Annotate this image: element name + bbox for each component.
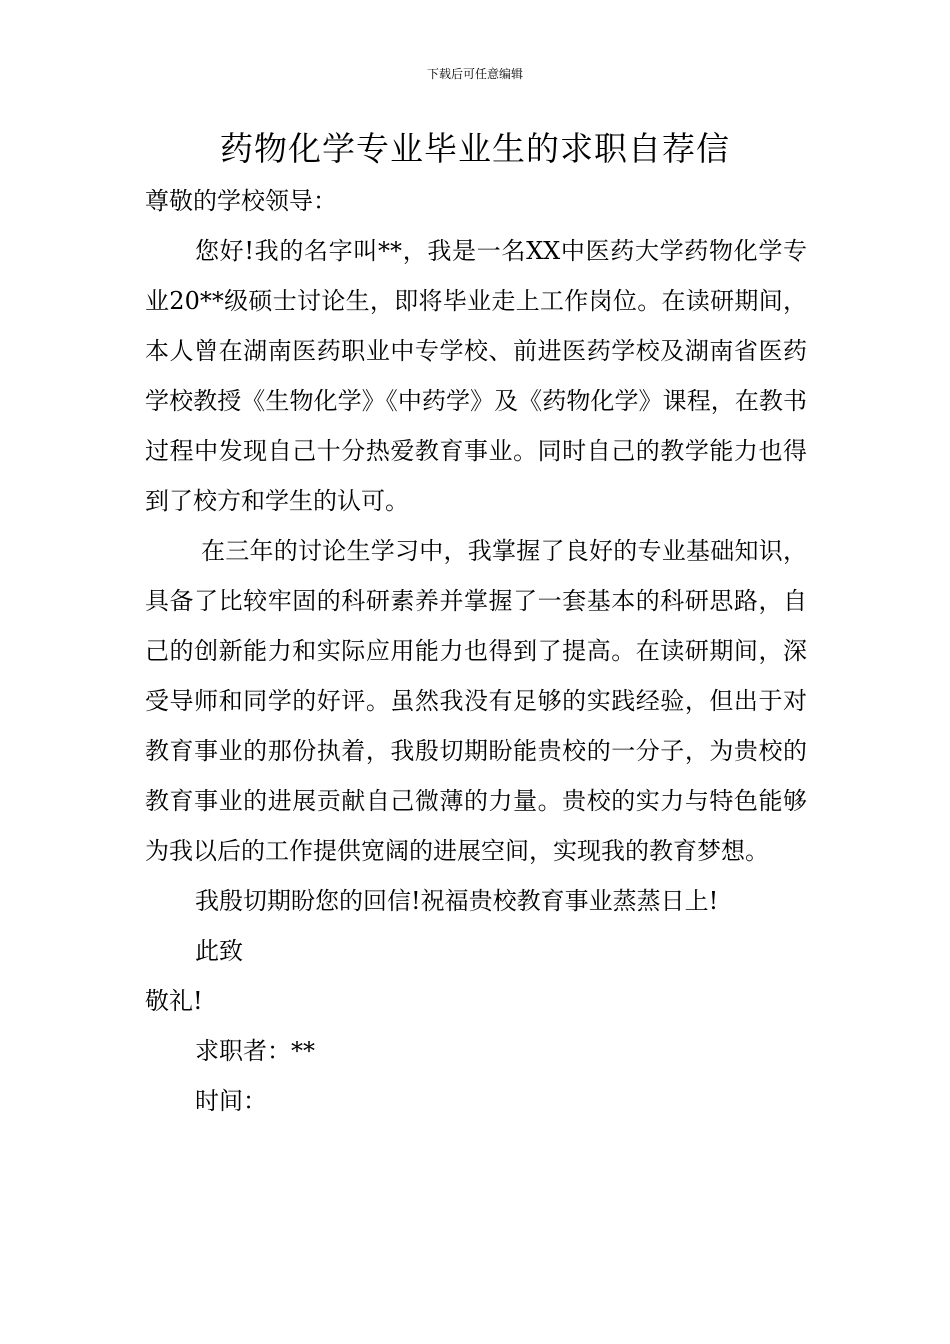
closing-line: 此致 <box>195 937 243 965</box>
header-note: 下载后可任意编辑 <box>426 67 523 81</box>
document-title: 药物化学专业毕业生的求职自荐信 <box>220 129 730 168</box>
closing-salute: 敬礼! <box>145 987 203 1015</box>
applicant-signature: 求职者：** <box>195 1037 315 1065</box>
paragraph-wishes: 我殷切期盼您的回信!祝福贵校教育事业蒸蒸日上! <box>195 887 719 915</box>
letter-body <box>145 176 807 1126</box>
salutation: 尊敬的学校领导： <box>145 187 337 215</box>
date-line: 时间： <box>195 1087 267 1115</box>
paragraph-introduction: 您好!我的名字叫**，我是一名XX中医药大学药物化学专业20**级硕士讨论生，即将毕业走上工作岗位。在读研期间，本人曾在湖南医药职业中专学校、前进医药学校及湖南省医药学校教授《生物化学》《中药学》及《药物化学》课程，在教书过程中发现自己十分热爱教育事业。同时自己的教学能力也得到了校方和学生的认可。 <box>145 237 807 515</box>
paragraph-study: 在三年的讨论生学习中，我掌握了良好的专业基础知识，具备了比较牢固的科研素养并掌握了一套基本的科研思路，自己的创新能力和实际应用能力也得到了提高。在读研期间，深受导师和同学的好评。虽然我没有足够的实践经验，但出于对教育事业的那份执着，我殷切期盼能贵校的一分子，为贵校的教育事业的进展贡献自己微薄的力量。贵校的实力与特色能够为我以后的工作提供宽阔的进展空间，实现我的教育梦想。 <box>145 537 807 865</box>
